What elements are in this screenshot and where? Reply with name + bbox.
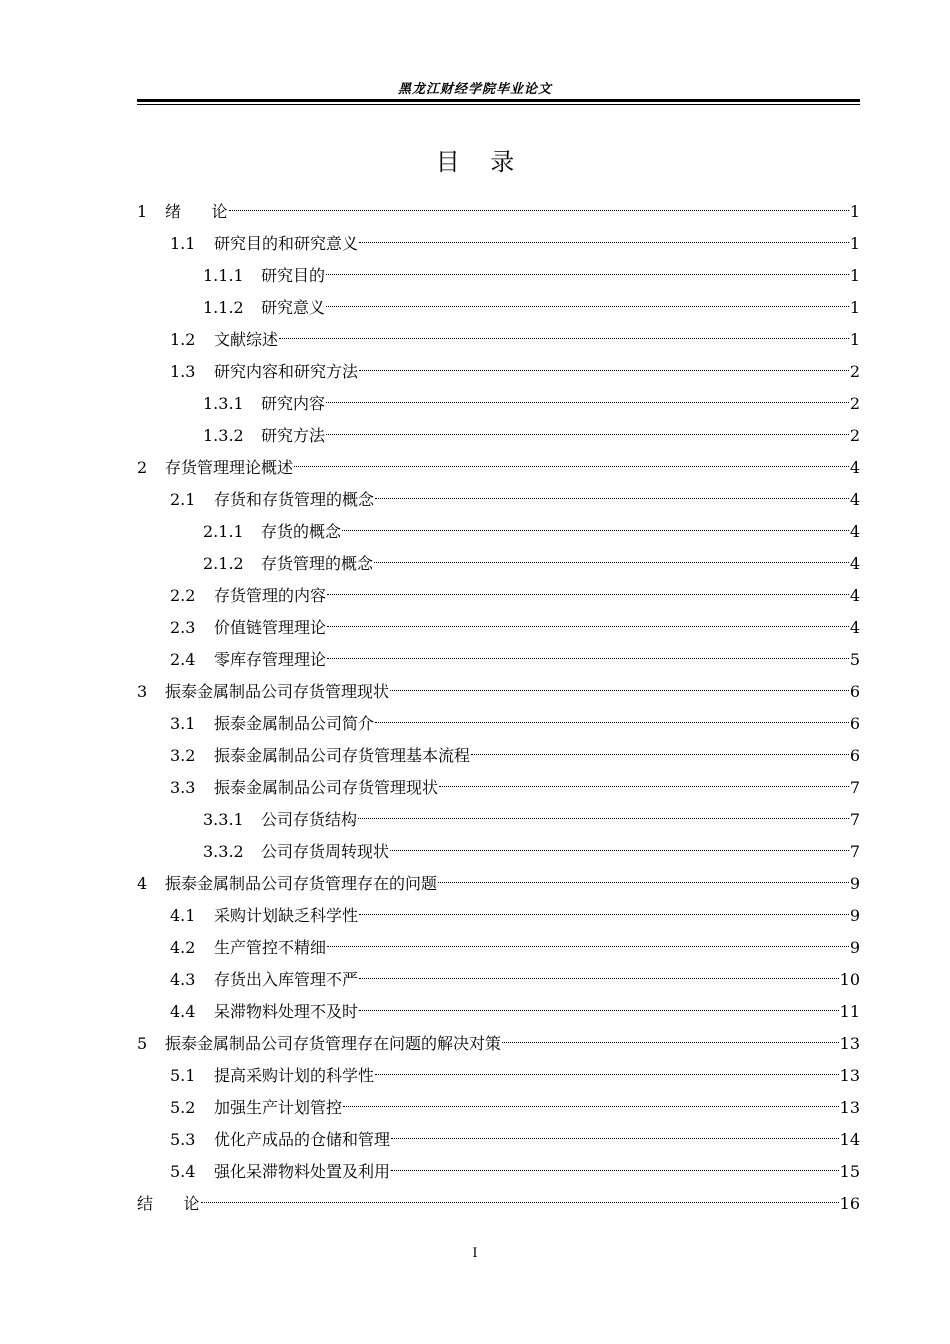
toc-entry-page: 1 xyxy=(849,234,860,253)
toc-entry-number: 2.3 xyxy=(170,618,196,637)
toc-entry-label: 振泰金属制品公司存货管理基本流程 xyxy=(214,746,471,765)
toc-dot-leader xyxy=(358,818,849,819)
toc-entry[interactable] xyxy=(137,868,860,900)
toc-dot-leader xyxy=(391,1170,839,1171)
toc-entry-page: 1 xyxy=(849,330,860,349)
toc-entry-number: 4.2 xyxy=(170,938,196,957)
toc-entry-label: 研究内容和研究方法 xyxy=(214,362,359,381)
toc-entry[interactable] xyxy=(137,676,860,708)
toc-entry-page: 11 xyxy=(839,1002,860,1021)
toc-dot-leader xyxy=(390,850,849,851)
toc-entry-number: 4.4 xyxy=(170,1002,196,1021)
toc-entry-label: 存货管理的内容 xyxy=(214,586,327,605)
toc-dot-leader xyxy=(326,306,849,307)
toc-entry-page: 7 xyxy=(849,778,860,797)
toc-entry-page: 9 xyxy=(849,906,860,925)
toc-entry[interactable] xyxy=(137,612,860,644)
toc-entry[interactable] xyxy=(137,356,860,388)
toc-entry[interactable] xyxy=(137,1124,860,1156)
toc-entry-page: 4 xyxy=(849,618,860,637)
toc-entry-page: 5 xyxy=(849,650,860,669)
toc-dot-leader xyxy=(359,1010,839,1011)
toc-entry-number: 1.3.2 xyxy=(203,426,244,445)
toc-entry[interactable] xyxy=(137,388,860,420)
toc-entry-page: 7 xyxy=(849,842,860,861)
toc-entry-label: 研究方法 xyxy=(261,426,326,445)
toc-entry[interactable] xyxy=(137,1028,860,1060)
toc-entry-page: 1 xyxy=(849,202,860,221)
toc-dot-leader xyxy=(327,946,849,947)
toc-dot-leader xyxy=(359,370,849,371)
toc-entry[interactable] xyxy=(137,900,860,932)
toc-entry[interactable] xyxy=(137,1092,860,1124)
toc-entry-number: 1 xyxy=(137,202,148,221)
toc-entry[interactable] xyxy=(137,996,860,1028)
toc-entry-label: 振泰金属制品公司存货管理存在问题的解决对策 xyxy=(165,1034,502,1053)
toc-entry[interactable] xyxy=(137,452,860,484)
toc-entry-number: 3.2 xyxy=(170,746,196,765)
toc-entry-page: 13 xyxy=(839,1066,860,1085)
toc-dot-leader xyxy=(438,882,849,883)
toc-entry-number: 5.1 xyxy=(170,1066,196,1085)
toc-entry[interactable] xyxy=(137,324,860,356)
toc-entry-label: 优化产成品的仓储和管理 xyxy=(214,1130,391,1149)
toc-entry-page: 15 xyxy=(839,1162,860,1181)
footer-page-number: I xyxy=(472,1246,478,1261)
toc-dot-leader xyxy=(326,402,849,403)
toc-entry-label: 文献综述 xyxy=(214,330,279,349)
toc-dot-leader xyxy=(390,690,849,691)
toc-entry-page: 1 xyxy=(849,298,860,317)
toc-entry-number: 5.3 xyxy=(170,1130,196,1149)
toc-entry-page: 13 xyxy=(839,1098,860,1117)
toc-entry[interactable] xyxy=(137,708,860,740)
toc-entry-number: 3 xyxy=(137,682,148,701)
toc-entry[interactable] xyxy=(137,932,860,964)
toc-entry-label: 加强生产计划管控 xyxy=(214,1098,343,1117)
toc-entry-page: 1 xyxy=(849,266,860,285)
toc-entry-number: 2.1.2 xyxy=(203,554,244,573)
toc-dot-leader xyxy=(326,274,849,275)
toc-entry[interactable] xyxy=(137,260,860,292)
toc-entry-page: 6 xyxy=(849,746,860,765)
toc-entry-label: 采购计划缺乏科学性 xyxy=(214,906,359,925)
toc-dot-leader xyxy=(439,786,849,787)
toc-entry-page: 16 xyxy=(839,1194,860,1213)
toc-entry-number: 2.4 xyxy=(170,650,196,669)
toc-entry-number: 4.3 xyxy=(170,970,196,989)
toc-entry-page: 9 xyxy=(849,938,860,957)
toc-entry-page: 4 xyxy=(849,586,860,605)
toc-entry-page: 10 xyxy=(839,970,860,989)
toc-entry[interactable] xyxy=(137,836,860,868)
toc-entry-number: 1.3 xyxy=(170,362,196,381)
toc-dot-leader xyxy=(375,1074,839,1075)
toc-entry-page: 4 xyxy=(849,554,860,573)
toc-dot-leader xyxy=(502,1042,839,1043)
toc-entry-label: 公司存货周转现状 xyxy=(261,842,390,861)
toc-entry-number: 5.4 xyxy=(170,1162,196,1181)
toc-dot-leader xyxy=(359,242,849,243)
header-rule-thin xyxy=(137,104,860,105)
toc-entry-number: 5.2 xyxy=(170,1098,196,1117)
toc-dot-leader xyxy=(375,722,849,723)
toc-entry-page: 13 xyxy=(839,1034,860,1053)
toc-entry-number: 1.1.2 xyxy=(203,298,244,317)
toc-entry-label: 价值链管理理论 xyxy=(214,618,327,637)
toc-dot-leader xyxy=(391,1138,839,1139)
toc-entry-number: 2 xyxy=(137,458,148,477)
toc-entry-number: 1.1 xyxy=(170,234,196,253)
toc-entry-page: 4 xyxy=(849,458,860,477)
toc-entry-number: 2.1.1 xyxy=(203,522,244,541)
toc-entry-number: 2.2 xyxy=(170,586,196,605)
toc-entry[interactable] xyxy=(137,292,860,324)
toc-entry-page: 2 xyxy=(849,394,860,413)
toc-dot-leader xyxy=(279,338,849,339)
toc-entry-label: 研究目的和研究意义 xyxy=(214,234,359,253)
toc-entry[interactable] xyxy=(137,1188,860,1220)
toc-dot-leader xyxy=(201,1202,839,1203)
running-header-title: 黑龙江财经学院毕业论文 xyxy=(397,82,552,97)
toc-entry-label: 公司存货结构 xyxy=(261,810,358,829)
toc-entry-page: 4 xyxy=(849,490,860,509)
toc-entry-label: 研究意义 xyxy=(261,298,326,317)
toc-entry-number: 3.3 xyxy=(170,778,196,797)
toc-entry-page: 2 xyxy=(849,362,860,381)
toc-dot-leader xyxy=(294,466,849,467)
toc-dot-leader xyxy=(229,210,849,211)
toc-dot-leader xyxy=(375,498,849,499)
toc-entry-label: 存货管理的概念 xyxy=(261,554,374,573)
toc-entry-label: 存货和存货管理的概念 xyxy=(214,490,375,509)
toc-entry-page: 7 xyxy=(849,810,860,829)
toc-heading xyxy=(0,142,950,177)
toc-entry-number: 3.3.1 xyxy=(203,810,244,829)
toc-entry-label: 研究内容 xyxy=(261,394,326,413)
toc-entry-label: 呆滞物料处理不及时 xyxy=(214,1002,359,1021)
toc-entry[interactable] xyxy=(137,644,860,676)
toc-entry[interactable] xyxy=(137,772,860,804)
table-of-contents xyxy=(137,196,860,1220)
toc-entry-label: 强化呆滞物料处置及利用 xyxy=(214,1162,391,1181)
toc-entry-label: 研究目的 xyxy=(261,266,326,285)
header-rule-thick xyxy=(137,99,860,102)
toc-dot-leader xyxy=(343,1106,839,1107)
toc-dot-leader xyxy=(342,530,849,531)
toc-entry-label: 存货管理理论概述 xyxy=(165,458,294,477)
toc-entry-page: 2 xyxy=(849,426,860,445)
toc-entry[interactable] xyxy=(137,1156,860,1188)
toc-entry[interactable] xyxy=(137,740,860,772)
toc-entry-page: 14 xyxy=(839,1130,860,1149)
toc-entry-label: 振泰金属制品公司存货管理现状 xyxy=(165,682,390,701)
toc-entry-label: 振泰金属制品公司存货管理存在的问题 xyxy=(165,874,438,893)
toc-entry-label: 零库存管理理论 xyxy=(214,650,327,669)
toc-dot-leader xyxy=(359,978,839,979)
toc-entry[interactable] xyxy=(137,548,860,580)
toc-dot-leader xyxy=(327,658,849,659)
toc-entry[interactable] xyxy=(137,196,860,228)
toc-entry-number: 3.1 xyxy=(170,714,196,733)
toc-entry-page: 9 xyxy=(849,874,860,893)
toc-entry[interactable] xyxy=(137,420,860,452)
toc-entry-page: 6 xyxy=(849,714,860,733)
toc-entry[interactable] xyxy=(137,580,860,612)
toc-entry-number: 1.3.1 xyxy=(203,394,244,413)
toc-heading-text: 目 录 xyxy=(435,148,515,176)
toc-entry-number: 2.1 xyxy=(170,490,196,509)
toc-entry-label: 振泰金属制品公司简介 xyxy=(214,714,375,733)
toc-entry-number: 5 xyxy=(137,1034,148,1053)
toc-entry-page: 6 xyxy=(849,682,860,701)
toc-entry[interactable] xyxy=(137,484,860,516)
toc-entry[interactable] xyxy=(137,964,860,996)
toc-entry-label: 结 论 xyxy=(137,1194,200,1213)
toc-dot-leader xyxy=(471,754,849,755)
toc-entry-page: 4 xyxy=(849,522,860,541)
toc-entry[interactable] xyxy=(137,804,860,836)
toc-dot-leader xyxy=(327,626,849,627)
toc-entry-label: 提高采购计划的科学性 xyxy=(214,1066,375,1085)
toc-entry[interactable] xyxy=(137,1060,860,1092)
toc-entry-number: 3.3.2 xyxy=(203,842,244,861)
toc-entry[interactable] xyxy=(137,228,860,260)
toc-entry-label: 振泰金属制品公司存货管理现状 xyxy=(214,778,439,797)
toc-dot-leader xyxy=(359,914,849,915)
toc-entry-label: 绪 论 xyxy=(165,202,228,221)
toc-dot-leader xyxy=(374,562,849,563)
toc-entry-number: 4.1 xyxy=(170,906,196,925)
toc-entry-label: 存货的概念 xyxy=(261,522,342,541)
toc-dot-leader xyxy=(327,594,849,595)
toc-entry-number: 1.1.1 xyxy=(203,266,244,285)
toc-dot-leader xyxy=(326,434,849,435)
toc-entry[interactable] xyxy=(137,516,860,548)
toc-entry-number: 1.2 xyxy=(170,330,196,349)
toc-entry-label: 生产管控不精细 xyxy=(214,938,327,957)
toc-entry-number: 4 xyxy=(137,874,148,893)
toc-entry-label: 存货出入库管理不严 xyxy=(214,970,359,989)
